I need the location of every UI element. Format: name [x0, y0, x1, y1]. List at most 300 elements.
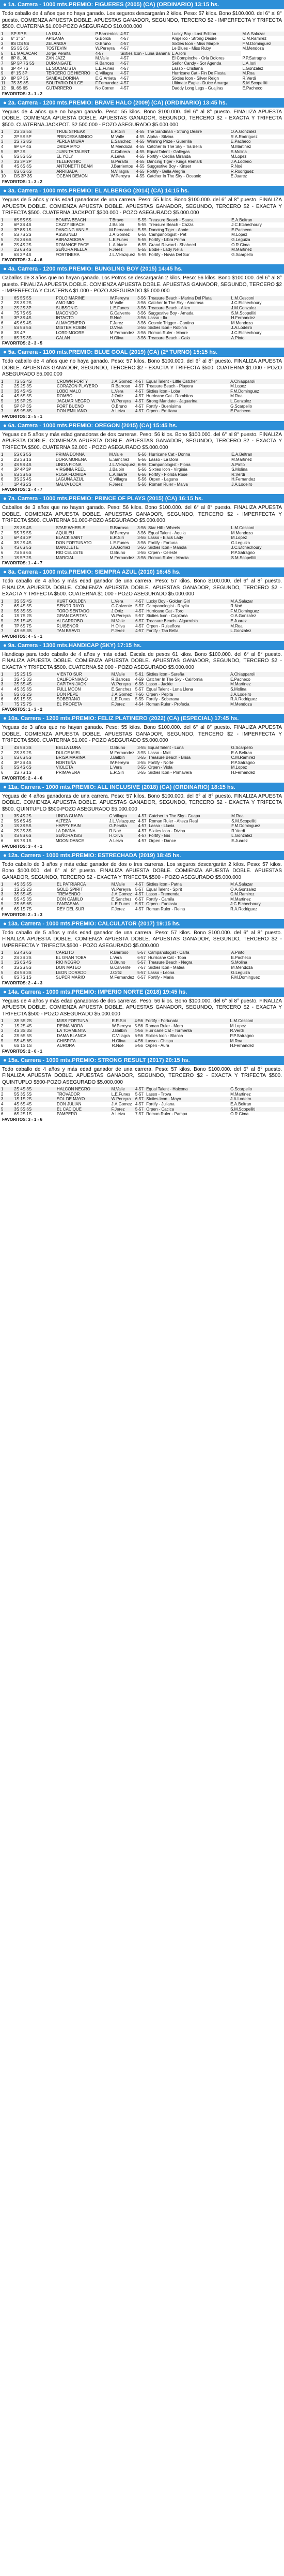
table-row	[0, 149, 284, 155]
table-cell: F.M.Dominguez	[229, 609, 284, 614]
table-cell: L.A.Iriarte	[109, 242, 128, 247]
table-cell: 7S 3S 8S	[10, 81, 45, 86]
table-cell: LINDA GUAPA	[55, 814, 108, 819]
table-cell: L.Vera	[109, 765, 136, 770]
table-cell: 2	[1, 955, 4, 960]
table-cell: 1	[0, 950, 13, 955]
table-cell: 4	[1, 965, 4, 970]
table-cell: SOL DE MAYO	[56, 1097, 111, 1102]
table-cell: ROMANCE PACE	[55, 242, 89, 247]
table-cell: 5S 6S 2S	[13, 692, 56, 697]
table-cell: 2S 3S 1S	[13, 457, 31, 462]
table-cell: M.A.Salazar	[229, 599, 284, 604]
table-cell: ALGARROBO	[56, 619, 111, 624]
table-cell: 2	[1, 887, 4, 892]
table-cell: GOLD SPIRIT	[56, 887, 83, 892]
table-cell: L.E.Funes	[108, 237, 137, 243]
table-cell: H.Oliva	[108, 833, 137, 838]
table-row	[0, 907, 284, 912]
table-row	[0, 228, 284, 233]
race-header: ● 14a. Carrera - 1000 mts.PREMIO: IMPERIO NORTE (2018) 19:45 hs.	[0, 987, 284, 997]
table-cell: 5	[0, 1107, 13, 1112]
table-cell: 5-56	[134, 1023, 143, 1028]
table-cell: P.P.Satragno	[231, 760, 255, 765]
table-cell: DON EMILIANO	[56, 409, 111, 414]
table-cell: Dancing Tiger - Kings Remark	[146, 159, 230, 164]
table-cell: 4-55	[135, 129, 146, 134]
table-cell: F.M.Dominguez	[230, 823, 284, 829]
table-row	[0, 1019, 284, 1024]
table-cell: 2S 4S 2S	[13, 242, 31, 247]
race-section	[0, 421, 284, 495]
table-cell: ABRAZADORA	[55, 237, 108, 243]
table-cell: TOSTEVIN	[46, 46, 67, 51]
table-row	[0, 619, 284, 624]
table-cell: 3	[0, 535, 13, 541]
table-cell: 1S 3S 5S	[13, 823, 55, 829]
table-cell: 3	[0, 609, 13, 614]
table-cell: PRIMA DONNA	[55, 452, 108, 457]
table-cell: 3S 2S 5S	[14, 965, 31, 970]
table-cell: Hurricane Cat - Fin De Fiesta	[171, 71, 242, 76]
table-cell: 1	[0, 1087, 13, 1092]
table-cell: Roman Ruler - Alteza Real	[149, 818, 198, 823]
table-cell: 6-57	[137, 975, 146, 980]
table-cell: KURT GOLDEN	[56, 599, 111, 604]
table-row	[0, 243, 284, 248]
table-cell: 5-55	[135, 697, 144, 702]
table-cell: O.A.Gonzalez	[230, 129, 284, 134]
table-cell: L.M.Cesconi	[229, 1019, 284, 1024]
table-cell: 9	[0, 169, 13, 174]
table-cell: 6-56	[137, 472, 148, 477]
table-cell: 7	[0, 325, 13, 331]
favorites-line: FAVORITOS: 3 - 4 - 6	[2, 258, 42, 263]
table-cell: N.Villagra	[110, 169, 135, 174]
table-cell: 2	[1, 222, 4, 228]
table-cell: 6S 7S 1S	[13, 838, 31, 843]
table-cell: F.M.Dominguez	[231, 975, 260, 980]
table-cell: J.C.Etchechoury	[231, 301, 262, 306]
table-cell: 4-57	[120, 46, 129, 51]
table-cell: G.Calvente	[109, 965, 131, 970]
table-cell: 6	[1, 320, 4, 325]
table-row	[0, 81, 284, 86]
table-cell: 3-56	[136, 526, 147, 531]
table-cell: Catcher In The Sky - Tia Bella	[147, 144, 202, 149]
table-cell: 4	[1, 828, 4, 833]
table-cell: J.A.Gomez	[111, 892, 134, 897]
table-cell: 6-57	[134, 619, 145, 624]
table-cell: 4-57	[138, 818, 147, 823]
table-cell: 4-55	[135, 139, 146, 144]
table-cell: 4S 5S 4S	[13, 462, 55, 468]
table-cell: PRIMAVERA	[56, 770, 80, 775]
race-header: ● 7a. Carrera - 1000 mts.PREMIO: PRINCE OF PLAYS (2015) (CA) 16:15 hs.	[0, 494, 284, 503]
table-cell: 4-56	[134, 1019, 145, 1024]
table-cell: 4S 3S 3S	[13, 1028, 56, 1034]
table-cell: 2	[1, 530, 4, 535]
table-cell: L.Gonzalez	[229, 399, 284, 404]
table-cell: R.Verdi	[231, 828, 245, 833]
table-row	[0, 61, 284, 66]
table-row	[0, 218, 284, 223]
favorites-line: FAVORITOS: 2 - 6 - 1	[2, 1049, 42, 1054]
table-cell: 4S 6S 5S	[14, 394, 32, 399]
table-cell: M.A.Salazar	[241, 32, 284, 37]
table-cell: REINA MORA	[57, 1023, 83, 1028]
table-cell: FANTASMA	[56, 902, 111, 907]
table-cell: 5	[0, 237, 13, 243]
table-cell: No Corren	[95, 86, 115, 91]
table-cell: 5S 4S 3S	[14, 896, 32, 902]
table-cell: F.Jerez	[111, 1107, 134, 1112]
table-cell: 2	[1, 36, 4, 41]
table-cell: 1S 5P 2S	[13, 399, 56, 404]
table-cell: 1S 2S 2S	[14, 887, 32, 892]
table-cell: 4-57	[119, 81, 171, 86]
table-cell: J.A.Gomez	[109, 545, 136, 550]
table-cell: 3-56	[136, 556, 147, 561]
table-cell: 5	[0, 1039, 13, 1044]
table-cell: 5	[0, 399, 13, 404]
table-row	[0, 1107, 284, 1112]
table-cell: OCEAN DEMON	[56, 174, 88, 179]
table-cell: 7S 3S 6S	[13, 237, 55, 243]
table-cell: 4-57	[120, 86, 129, 91]
table-row	[0, 252, 284, 258]
table-cell: J.A.Gomez	[109, 232, 130, 237]
table-cell: Dancing Tiger - Annie	[148, 228, 230, 233]
table-cell: Hurricane Cat - Toro	[145, 609, 229, 614]
table-cell: 6P 4S 3P	[13, 535, 55, 541]
race-header: ● 8a. Carrera - 1000 mts.PREMIO: SIEMPRA AZUL (2010) 16:45 hs.	[0, 567, 284, 577]
table-cell: 3-55	[137, 750, 146, 755]
table-row	[0, 682, 284, 687]
favorites-line: FAVORITOS: 2 - 3 - 5	[2, 341, 42, 346]
table-cell: Treasure Beach - Sauca	[148, 218, 230, 223]
table-cell: 5-57	[135, 613, 144, 619]
table-cell: 2	[1, 384, 4, 389]
table-cell: M.Mendoza	[231, 320, 253, 325]
table-cell: 4S 5S 6S	[13, 833, 55, 838]
table-cell: 2	[1, 134, 4, 139]
entries-table	[0, 452, 284, 487]
table-cell: R.A.Rodriguez	[230, 134, 258, 139]
table-cell: R.Noé	[112, 1043, 124, 1049]
table-cell: Treasure Beach - Playera	[146, 384, 193, 389]
table-cell: PRINCESA MINGO	[56, 134, 93, 139]
table-cell: F.Fernandez	[95, 81, 119, 86]
table-cell: 7-57	[135, 1112, 144, 1117]
table-row	[0, 306, 284, 311]
table-cell: M.Valle	[109, 301, 123, 306]
table-cell: 4-57	[134, 882, 145, 887]
table-cell: E.Pacheco	[230, 228, 284, 233]
table-cell: El Compinche - Orla Dolores	[171, 56, 225, 61]
table-cell: TORO SENTADO	[56, 609, 111, 614]
table-cell: A.Leiva	[111, 1112, 125, 1117]
table-cell: M.A.Salazar	[229, 882, 284, 887]
table-cell: E.R.Siri	[110, 129, 135, 134]
race-conditions: Yeguas de 4 años que no hayan ganado. Peso: 55 kilos. Bono $100.000. del 6° al 8° puesto. FINALIZA APUESTA DOBLE. COMIENZA APUESTA DOBLE. APUESTAS GANADOR, SEGUNDO, TERCERO $2 - EXACTA Y TRIFECTA $500. CUATERNA JACKPOT. $2.500.000 - POZO ASEGURADO $5.000.000	[2, 109, 282, 128]
table-cell: DANCING ANNIE	[55, 228, 108, 233]
table-cell: 3	[0, 462, 13, 468]
table-cell: 6	[1, 770, 4, 775]
table-cell: 6S 5S 5S	[13, 218, 55, 223]
table-cell: 5-56	[138, 477, 147, 482]
table-cell: TERCERO DE HIERRO	[45, 71, 94, 76]
table-cell: S.M.Scopelliti	[231, 818, 257, 823]
race-section	[0, 348, 284, 421]
race-conditions: Todo caballo de 4 años que no haya ganado. Peso: 57 kilos. Bono $100.000. del 6° al 8° puesto. FINALIZA APUESTA DOBLE. APUESTAS GANADOR, SEGUNDO, TERCERO $2 - EXACTA Y TRIFECTA $500. CUATERNA $1.000 - POZO ASEGURADO $5.000.000	[2, 358, 282, 378]
table-cell: 1	[0, 452, 13, 457]
table-cell: W.Pereyra	[111, 399, 134, 404]
table-cell: ARRIBADA	[55, 169, 109, 174]
table-cell: L.Gonzalez	[242, 66, 263, 71]
table-cell: Roman Ruler - Pampa	[146, 1112, 187, 1117]
table-cell: 4S 6S 4S	[14, 1102, 32, 1107]
table-cell: Equal Talent - Little Catcher	[145, 379, 229, 384]
table-cell: 4-55	[136, 134, 145, 139]
table-cell: 2S 2S 3S	[14, 384, 32, 389]
table-cell: C.M.Ramirez	[230, 755, 284, 760]
table-row	[0, 394, 284, 399]
table-cell: 7	[0, 409, 13, 414]
table-cell: 3S 4P	[14, 330, 25, 335]
table-cell: JAGUAR NEGRO	[56, 399, 111, 404]
table-cell: 4-57	[120, 66, 129, 71]
table-row	[0, 169, 284, 174]
table-cell: ZELANDIA	[45, 41, 94, 47]
table-cell: S.Molina	[230, 149, 284, 155]
table-cell: L.E.Funes	[109, 540, 129, 545]
table-cell: TELEPATHIC	[55, 159, 109, 164]
table-cell: J.A.Gomez	[111, 379, 134, 384]
table-cell: FORTINERA	[55, 252, 80, 257]
table-row	[0, 51, 284, 56]
table-row	[0, 535, 284, 541]
table-row	[0, 86, 284, 91]
table-cell: 3P 8S 1S	[13, 228, 55, 233]
table-cell: P.Barrientos	[94, 32, 119, 37]
table-cell: 3	[0, 139, 13, 144]
table-cell: 4-56	[134, 1028, 145, 1034]
table-cell: E.A.Beltran	[230, 1102, 251, 1107]
table-cell: G.Calvente	[111, 604, 132, 609]
table-cell: J.A.Lodeiro	[230, 482, 284, 487]
table-cell: 3-56	[136, 535, 147, 541]
table-cell: Lasso - Trova	[146, 1091, 171, 1097]
race-conditions: Caballos de 3 años que no hayan ganado. Los Potros se descargarán 2 kilos. Peso: 56 kilos. Bono $100.000. del 6° al 8° puesto. FINALIZA APUESTA DOBLE. COMIENZA APUESTA DOBLE. APUESTAS GANADOR, SEGUNDO, TERCERO $2 - IMPERFECTA Y CUATERNA $1.000 - POZO ASEGURADO $5.000.000	[2, 275, 282, 294]
favorites-line: FAVORITOS: 3 - 1 - 6	[2, 1117, 42, 1122]
table-cell: SP SP 5	[10, 32, 45, 37]
table-cell: DORA MORENA	[55, 457, 87, 462]
table-cell: 12	[1, 86, 6, 91]
table-cell: J.A.Gomez	[111, 1102, 132, 1107]
table-cell: 1	[0, 32, 10, 37]
table-cell: HAPPY RAIN	[55, 823, 108, 829]
favorites-line: FAVORITOS: 3 - 4 - 1	[2, 844, 42, 849]
race-section	[0, 987, 284, 1056]
table-cell: Sixties Icon - Silver Reign	[171, 76, 219, 81]
table-cell: M.Roa	[230, 814, 284, 819]
table-cell: EL PATRIARCA	[56, 882, 111, 887]
table-cell: O.Bruno	[109, 745, 136, 751]
favorites-line: FAVORITOS: 2 - 4 - 3	[2, 980, 42, 985]
table-cell: 6-58	[134, 682, 145, 687]
table-cell: R.A.Rodriguez	[230, 907, 258, 912]
table-cell: MANOLETE	[55, 545, 108, 550]
table-cell: Campanologist - Pet	[149, 232, 186, 237]
table-cell: 3-56	[136, 296, 147, 301]
race-conditions: Handicap para todo caballo de 4 años y más edad. Escala de pesos 61 kilos. Bono $100.000. del 6° al 8° puesto. FINALIZA APUESTA DOBLE. COMIENZA APUESTA DOBLE. APUESTAS GANADOR, SEGUNDO, TERCERO $2 - EXACTA Y TRIFECTA $500. CUATERNA $2.000 - POZO ASEGURADO $5.000.000	[2, 651, 282, 670]
table-row	[0, 829, 284, 834]
table-cell: Lasso - Black Lady	[147, 535, 230, 541]
table-row	[0, 541, 284, 546]
table-cell: S.M.Scopelliti	[230, 556, 284, 561]
table-cell: 5-57	[136, 970, 147, 976]
table-cell: SUPER MARIO	[56, 975, 85, 980]
table-cell: G.Scarpello	[230, 745, 284, 751]
table-cell: 6	[1, 697, 4, 702]
table-cell: 6S 9S 8S	[13, 409, 56, 414]
table-row	[0, 472, 284, 477]
table-cell: 3S 2S 4S	[13, 477, 31, 482]
table-cell: L.A.Iorii	[241, 61, 284, 66]
table-cell: R.Noé	[230, 604, 242, 609]
table-cell: DON FORTUNATO	[56, 540, 92, 545]
table-row	[0, 609, 284, 614]
table-cell: 3-55	[137, 770, 146, 775]
table-cell: 8S 7S 3S	[13, 336, 55, 341]
table-cell: 3	[0, 682, 13, 687]
table-cell: G.Scarpello	[230, 403, 252, 409]
table-cell: 3-55	[136, 745, 147, 751]
table-row	[0, 164, 284, 169]
table-cell: ANTONETTI BEAM	[56, 164, 93, 169]
table-cell: 5-55	[137, 237, 148, 243]
entries-table	[0, 129, 284, 179]
table-cell: 9	[0, 336, 13, 341]
table-cell: 9P 6P 4S	[14, 144, 31, 149]
table-cell: VIOLETA	[55, 765, 108, 770]
table-cell: A.Pinto	[230, 336, 284, 341]
race-section	[0, 783, 284, 851]
table-cell: 4-57	[134, 399, 145, 404]
table-cell: O.A.Gonzalez	[230, 887, 256, 892]
table-cell: L.E.Funes	[109, 306, 136, 311]
race-section	[0, 641, 284, 714]
table-cell: 3S 5S 2S	[13, 1019, 56, 1024]
table-row	[0, 838, 284, 844]
table-cell: S.Molina	[231, 467, 248, 472]
table-cell: PERLA MIURA	[55, 139, 109, 144]
table-cell: DON JULIAN	[56, 1102, 82, 1107]
race-header: ● 13a. Carrera - 1000 mts.PREMIO: CALCULATOR (2017) 19:15 hs.	[0, 919, 284, 928]
race-header: ● 2a. Carrera - 1200 mts.PREMIO: BRAVE HALO (2009) (CA) (ORDINARIO) 13:45 hs.	[0, 98, 284, 108]
table-row	[0, 604, 284, 609]
table-cell: Treasure Beach - Negra	[147, 960, 230, 965]
table-cell: Lucky Boy - Last Edition	[171, 32, 242, 37]
table-cell: 5S 3S 5S	[13, 609, 55, 614]
table-cell: 5	[0, 833, 13, 838]
race-section	[0, 714, 284, 782]
table-cell: 8	[1, 164, 4, 169]
table-cell: 5-57	[134, 1107, 145, 1112]
table-cell: 2S 2S 3P	[13, 306, 55, 311]
table-cell: 1S 6S 4S	[13, 247, 55, 252]
table-cell: H.Oliva	[111, 623, 125, 628]
table-cell: 5-56	[138, 467, 147, 472]
table-cell: LA DIVINA	[55, 828, 76, 833]
table-cell: Treasure Beach - Brisa	[147, 755, 230, 760]
table-cell: AURORA	[57, 1043, 75, 1049]
table-cell: 4-57	[119, 32, 171, 37]
table-cell: G.Calvente	[109, 310, 131, 316]
table-cell: DON PEPE	[56, 692, 111, 697]
table-row	[0, 531, 284, 536]
table-cell: M.Mendoza	[231, 965, 253, 970]
race-section	[0, 264, 284, 348]
table-cell: 3P 2S 4S	[14, 760, 31, 765]
table-cell: Fortify - Camila	[146, 896, 175, 902]
table-cell: Cosmic Trigger - Cantina	[148, 320, 194, 325]
table-cell: L.E.Funes	[111, 902, 134, 907]
table-cell: 5	[0, 619, 13, 624]
table-row	[0, 545, 284, 550]
table-cell: 3	[0, 228, 13, 233]
table-cell: 3S 5S 4S	[13, 599, 55, 604]
table-cell: Hurricane Cat - Donna	[148, 452, 230, 457]
table-cell: 5S 4S 6S	[13, 950, 55, 955]
race-section	[0, 567, 284, 641]
table-cell: ROSA FLORIDA	[55, 472, 108, 477]
table-cell: 8	[1, 252, 4, 257]
table-cell: E.Pacheco	[230, 139, 284, 144]
table-cell: 4S 6S 3S	[13, 628, 55, 634]
race-conditions: Todo caballo de 3 años y más edad ganador de dos o tres carreras. Los seguros descargarán 2 kilos. Peso: 57 kilos. Bono $100.000. del 6° al 8° puesto. FINALIZA APUESTA DOBLE. COMIENZA APUESTA DOBLE. APUESTAS GANADOR, SEGUNDO, TERCERO $2 - EXACTA Y TRIFECTA $500 - POZO ASEGURADO $5.000.000	[2, 861, 282, 880]
table-cell: 7-57	[137, 965, 146, 970]
table-cell: Sixties Icon - Primavera	[148, 770, 192, 775]
table-cell: 4-55	[135, 149, 146, 155]
race-header: ● 10a. Carrera - 1200 mts.PREMIO: FELIZ PLATINERO (2022) (CA) (ESPECIAL) 17:45 hs.	[0, 714, 284, 723]
table-row	[0, 887, 284, 892]
table-cell: F.Jerez	[111, 702, 134, 707]
table-cell: 10	[1, 174, 6, 179]
table-cell: M.Martinez	[230, 247, 284, 252]
table-cell: BLACK SAINT	[55, 535, 108, 541]
table-cell: 7P 6S 7S	[14, 623, 32, 628]
table-cell: 4S 3S 6S	[14, 687, 32, 692]
table-cell: 5-55	[137, 218, 148, 223]
race-section	[0, 0, 284, 98]
table-cell: 9L 6S 6S	[11, 86, 28, 91]
table-cell: 8	[1, 330, 4, 335]
table-cell: JUANITA TALENT	[55, 149, 109, 155]
table-cell: 6S 3P 4S	[13, 252, 31, 257]
table-cell: 4-57	[135, 1102, 144, 1107]
table-row	[0, 311, 284, 316]
table-cell: 3-56	[136, 316, 147, 321]
table-cell: 5S 4S 6S	[13, 1039, 56, 1044]
table-cell: M.Mendoza	[231, 530, 253, 535]
table-cell: 2	[1, 1091, 4, 1097]
race-conditions: Caballos de 3 años que no hayan ganado. Peso: 56 kilos. Bono $100.000. del 6° al 8° puesto. FINALIZA APUESTA DOBLE. COMIENZA APUESTA DOBLE. APUESTAS GANADOR, SEGUNDO, TERCERO $2 - IMPERFECTA Y TRIFECTA $500. CUATERNA $1.000-POZO ASEGURADO $5.000.000	[2, 505, 282, 524]
table-row	[0, 32, 284, 37]
table-cell: A.Leiva	[111, 154, 125, 159]
table-cell: Lasso - Jackie	[145, 682, 229, 687]
